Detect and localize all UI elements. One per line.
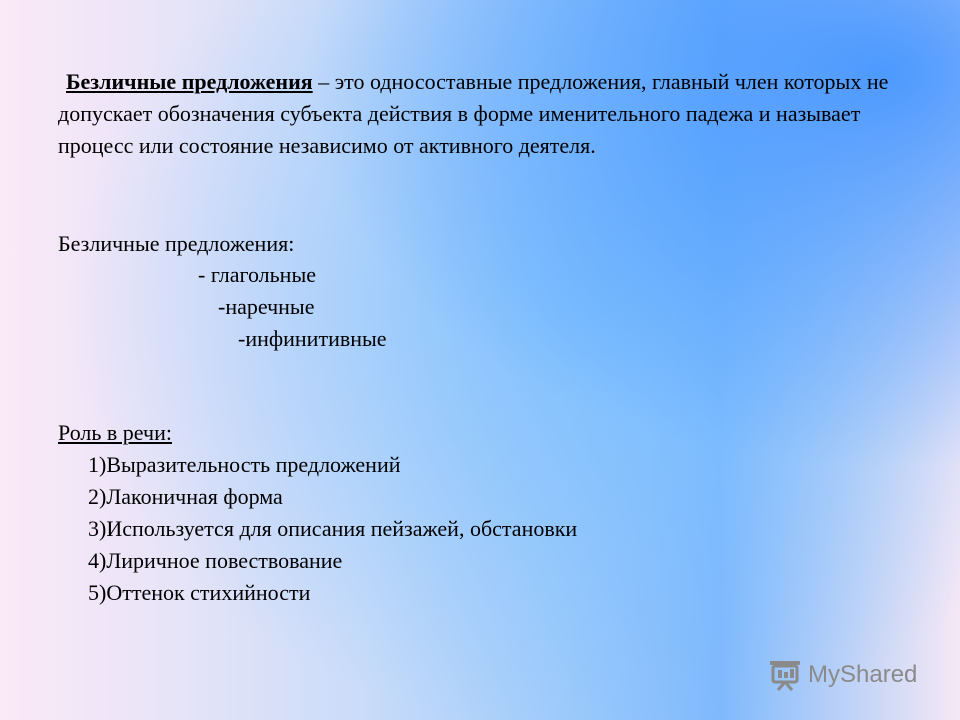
role-item: 5)Оттенок стихийности [88,580,311,605]
role-item: 4)Лиричное повествование [88,548,343,573]
role-item: 1)Выразительность предложений [88,452,401,477]
role-item: 3)Используется для описания пейзажей, обстановки [88,516,578,541]
projector-icon [768,659,802,691]
type-item-verbal: - глагольные [198,262,316,287]
types-title: Безличные предложения: [58,231,295,256]
definition-term: Безличные предложения [66,69,313,94]
type-item-adverbial: -наречные [218,294,315,319]
myshared-logo [768,657,917,693]
myshared-logo-text: MyShared [808,661,918,688]
type-item-infinitive: -инфинитивные [238,326,387,351]
types-list [58,259,387,355]
definition-text: – это односоставные предложения, главный член которых не допускает обозначения субъекта действия в форме именительного падежа и называет процесс или состояние независимо от активного деятеля. [58,69,889,158]
role-title: Роль в речи: [58,420,172,445]
role-item: 2)Лаконичная форма [88,484,283,509]
role-list [88,449,577,609]
definition-paragraph [58,66,918,162]
